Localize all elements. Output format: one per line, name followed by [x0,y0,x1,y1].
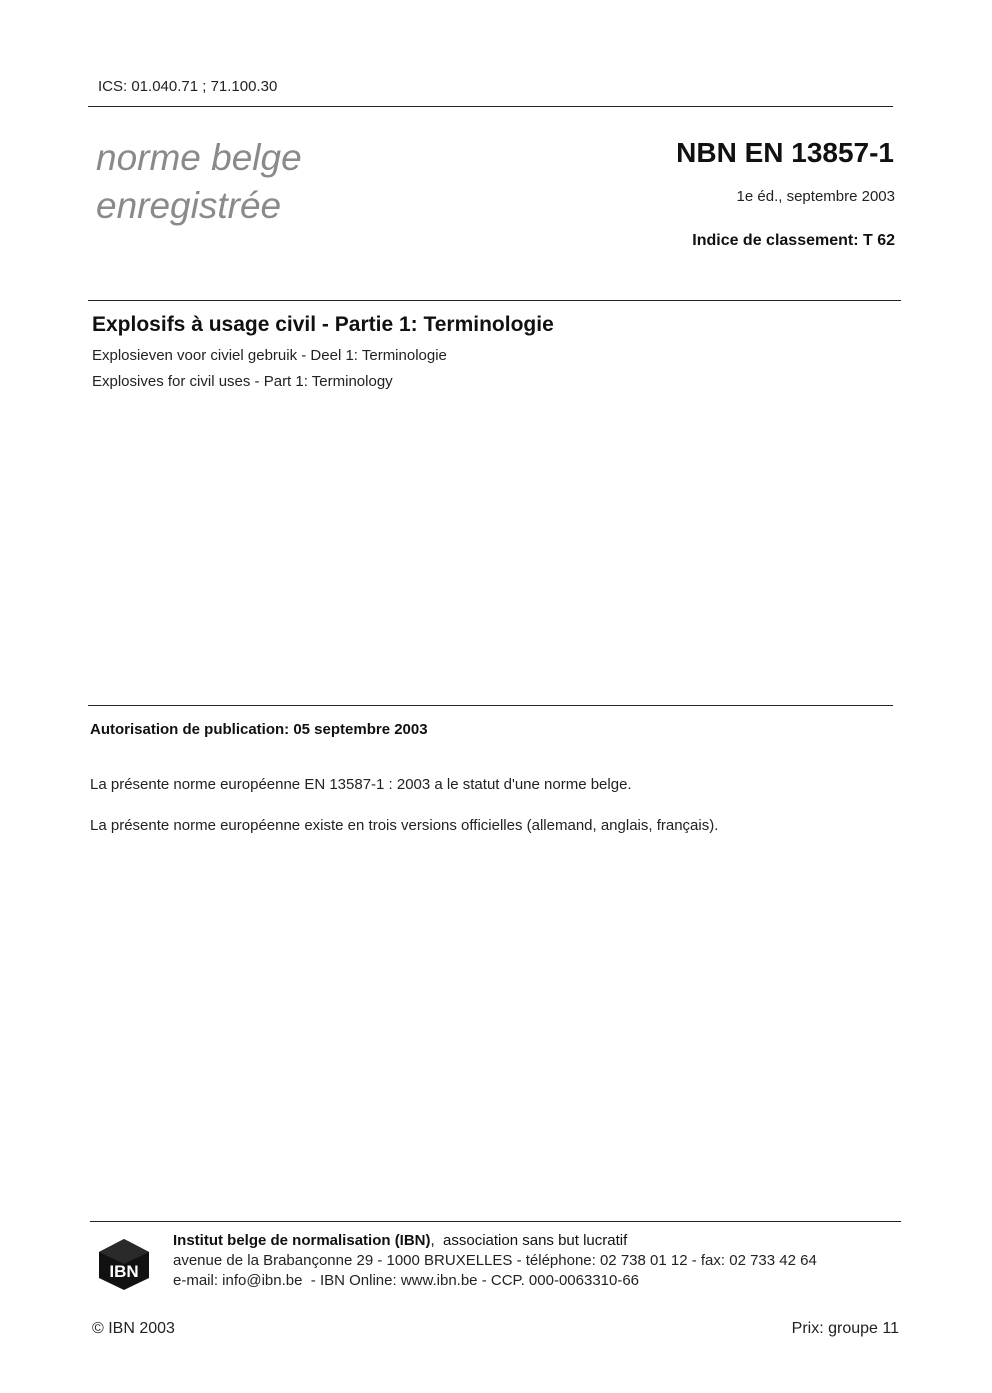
institute-address: avenue de la Brabançonne 29 - 1000 BRUXELLES - téléphone: 02 738 01 12 - fax: 02 733 42 64 [173,1252,817,1269]
edition-date: 1e éd., septembre 2003 [736,188,895,205]
title-dutch: Explosieven voor civiel gebruik - Deel 1: Terminologie [92,347,447,364]
classification-index: Indice de classement: T 62 [692,232,895,249]
publication-rule [88,705,893,706]
header-rule [88,106,893,107]
institute-contact: e-mail: info@ibn.be - IBN Online: www.ibn.be - CCP. 000-0063310-66 [173,1272,640,1289]
standard-number: NBN EN 13857-1 [676,137,894,168]
ics-code: ICS: 01.040.71 ; 71.100.30 [98,78,278,95]
ibn-logo-text: IBN [109,1262,139,1281]
price-group: Prix: groupe 11 [791,1320,899,1337]
publication-authorization: Autorisation de publication: 05 septembre 2003 [90,721,428,738]
status-statement: La présente norme européenne EN 13587-1 : 2003 a le statut d'une norme belge. [90,776,632,793]
institute-suffix: , association sans but lucratif [430,1232,628,1249]
footer-rule [90,1221,901,1222]
title-english: Explosives for civil uses - Part 1: Terminology [92,373,393,390]
title-french: Explosifs à usage civil - Partie 1: Terminologie [92,313,554,336]
brand-line-1: norme belge [96,137,302,178]
ibn-logo-icon [97,1237,151,1291]
title-rule [88,300,901,301]
brand-line-2: enregistrée [96,185,282,226]
versions-statement: La présente norme européenne existe en trois versions officielles (allemand, anglais, français). [90,817,719,834]
institute-line [173,1232,627,1249]
copyright-notice: © IBN 2003 [92,1320,175,1337]
institute-name: Institut belge de normalisation (IBN) [173,1232,431,1249]
